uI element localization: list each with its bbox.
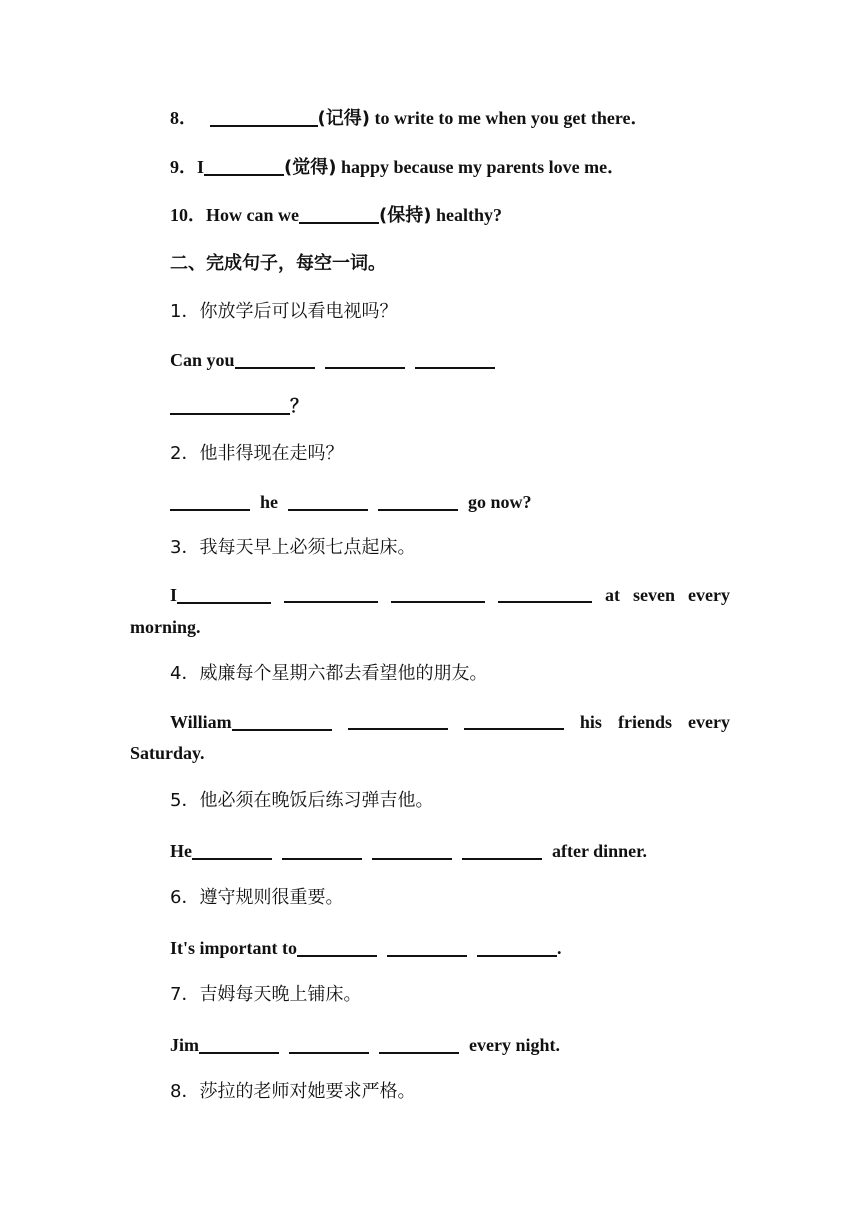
sentence-3	[170, 583, 730, 607]
sentence-5	[170, 839, 647, 863]
answer-blank[interactable]	[192, 840, 272, 860]
answer-blank[interactable]	[378, 491, 458, 511]
sentence-text: It's important to	[170, 938, 297, 958]
sentence-text: He	[170, 841, 192, 861]
section-title: 二、完成句子，每空一词。	[170, 253, 386, 274]
sentence-text: every	[688, 712, 730, 732]
answer-blank[interactable]	[387, 937, 467, 957]
prompt-3: 3．我每天早上必须七点起床。	[170, 537, 416, 558]
answer-blank[interactable]	[464, 710, 564, 730]
answer-blank[interactable]	[462, 840, 542, 860]
answer-blank[interactable]	[379, 1034, 459, 1054]
sentence-text: ？	[290, 396, 308, 417]
answer-blank[interactable]	[170, 491, 250, 511]
question-text: How can we	[206, 205, 299, 225]
answer-blank[interactable]	[498, 583, 592, 603]
sentence-7	[170, 1033, 560, 1057]
sentence-text: he	[260, 492, 278, 512]
question-text: I	[197, 157, 205, 177]
sentence-1-cont	[170, 394, 308, 419]
sentence-1	[170, 348, 495, 372]
answer-blank[interactable]	[299, 204, 379, 224]
sentence-text: every	[688, 585, 730, 605]
question-number: 8．	[170, 108, 197, 128]
hint: (保持)	[379, 205, 432, 226]
answer-blank[interactable]	[297, 937, 377, 957]
prompt-8: 8．莎拉的老师对她要求严格。	[170, 1081, 416, 1102]
answer-blank[interactable]	[372, 840, 452, 860]
sentence-text: William	[170, 712, 232, 732]
answer-blank[interactable]	[284, 583, 378, 603]
sentence-text: after dinner.	[552, 841, 648, 861]
answer-blank[interactable]	[348, 710, 448, 730]
question-9	[170, 155, 625, 180]
answer-blank[interactable]	[325, 349, 405, 369]
sentence-text: seven	[633, 585, 676, 605]
sentence-text: .	[557, 938, 562, 958]
sentence-text: Can you	[170, 350, 235, 370]
sentence-3-cont: morning.	[130, 617, 201, 637]
answer-blank[interactable]	[289, 1034, 369, 1054]
question-number: 10．	[170, 205, 206, 225]
answer-blank[interactable]	[177, 584, 271, 604]
sentence-text: friends	[617, 712, 672, 732]
sentence-text: his	[579, 712, 602, 732]
answer-blank[interactable]	[232, 711, 332, 731]
prompt-2: 2．他非得现在走吗？	[170, 443, 344, 464]
answer-blank[interactable]	[210, 107, 318, 127]
answer-blank[interactable]	[282, 840, 362, 860]
answer-blank[interactable]	[204, 156, 284, 176]
question-text: to write to me when you get there．	[369, 108, 649, 128]
sentence-6	[170, 936, 562, 960]
prompt-1: 1．你放学后可以看电视吗？	[170, 301, 398, 322]
answer-blank[interactable]	[415, 349, 495, 369]
sentence-text: I	[170, 585, 178, 605]
prompt-5: 5．他必须在晚饭后练习弹吉他。	[170, 790, 434, 811]
answer-blank[interactable]	[288, 491, 368, 511]
question-10	[170, 203, 502, 228]
sentence-2	[170, 490, 532, 514]
sentence-text: go now?	[468, 492, 532, 512]
hint: (觉得)	[284, 157, 337, 178]
sentence-4	[170, 710, 730, 734]
question-number: 9．	[170, 157, 197, 177]
answer-blank[interactable]	[477, 937, 557, 957]
question-text: healthy?	[431, 205, 502, 225]
prompt-6: 6．遵守规则很重要。	[170, 887, 344, 908]
sentence-text: every night.	[469, 1035, 560, 1055]
question-8	[170, 106, 649, 131]
answer-blank[interactable]	[235, 349, 315, 369]
sentence-text: at	[605, 585, 621, 605]
answer-blank[interactable]	[391, 583, 485, 603]
question-text: happy because my parents love me．	[336, 157, 626, 177]
prompt-4: 4．威廉每个星期六都去看望他的朋友。	[170, 663, 488, 684]
hint: (记得)	[317, 108, 370, 129]
sentence-text: Jim	[170, 1035, 199, 1055]
prompt-7: 7．吉姆每天晚上铺床。	[170, 984, 362, 1005]
sentence-4-cont: Saturday.	[130, 743, 205, 763]
answer-blank[interactable]	[199, 1034, 279, 1054]
answer-blank[interactable]	[170, 395, 290, 415]
